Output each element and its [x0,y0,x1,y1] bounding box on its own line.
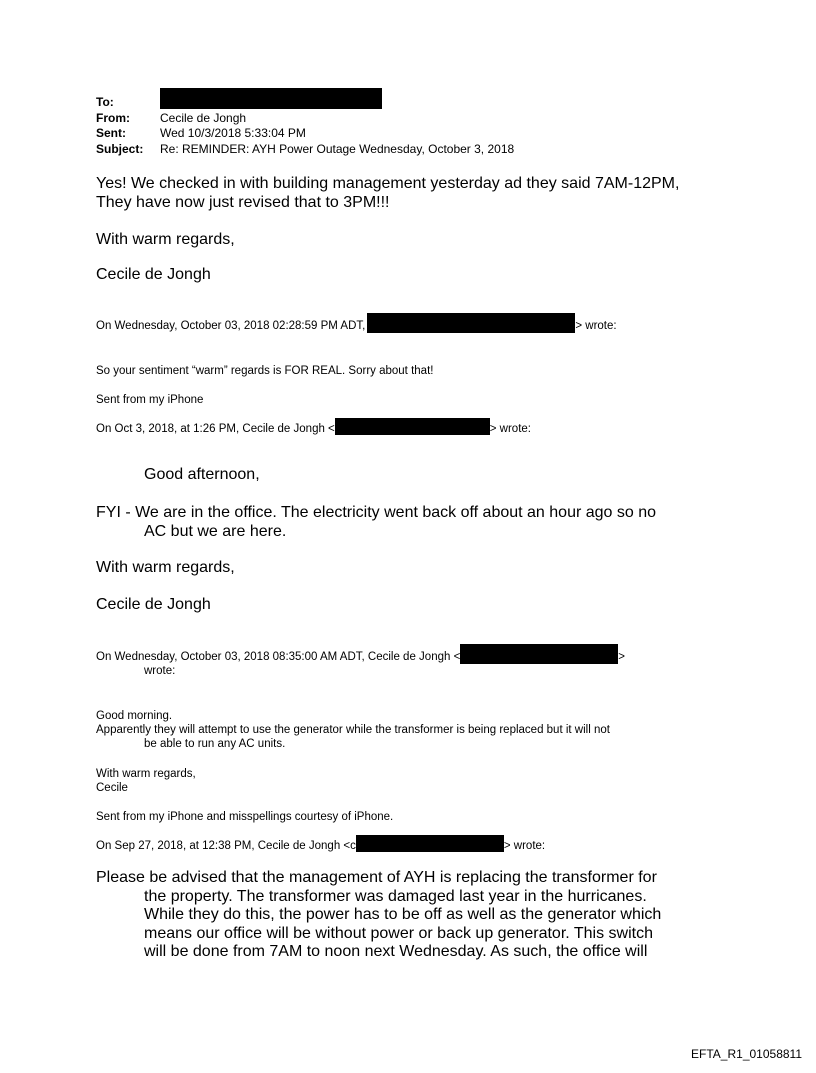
subject-value: Re: REMINDER: AYH Power Outage Wednesday, October 3, 2018 [160,141,515,156]
sent-value: Wed 10/3/2018 5:33:04 PM [160,126,306,140]
quote-4-line-3: While they do this, the power has to be off as well as the generator which [144,906,662,923]
quote-header-4 [96,839,545,853]
redacted-email [356,835,504,852]
quote-header-3-wrote: wrote: [144,665,176,678]
quote-2-signature: Cecile de Jongh [96,596,211,613]
quote-header-3-suffix: > [618,651,626,664]
from-row [96,111,514,127]
quote-3-regards: With warm regards, [96,768,196,780]
quote-2-line-1: FYI - We are in the office. The electricity went back off about an hour ago so no [96,504,657,521]
redacted-email [367,313,575,333]
subject-label: Subject: [96,141,144,156]
quote-header-2 [96,422,531,436]
quote-2-line-2: AC but we are here. [144,523,287,540]
from-label: From: [96,110,130,125]
quote-4-line-5: will be done from 7AM to noon next Wednesday. As such, the office will [144,943,648,960]
reply-regards: With warm regards, [96,231,235,248]
quote-header-4-prefix: On Sep 27, 2018, at 12:38 PM, Cecile de Jongh < [96,840,351,852]
quote-header-1-prefix: On Wednesday, October 03, 2018 02:28:59 PM ADT, [96,320,366,333]
reply-signature: Cecile de Jongh [96,266,211,283]
to-row [96,95,514,111]
quote-1-sent-from: Sent from my iPhone [96,394,204,406]
document-id: EFTA_R1_01058811 [691,1047,802,1061]
to-label: To: [96,95,114,109]
sent-row [96,126,514,142]
quote-4-body [96,869,661,962]
quote-3-signoff [96,767,196,795]
sent-label: Sent: [96,126,126,140]
quote-3-line-2: be able to run any AC units. [144,738,286,750]
quote-2-body [96,503,656,541]
quote-header-2-suffix: > wrote: [489,423,531,435]
quote-3-sent-from: Sent from my iPhone and misspellings courtesy of iPhone. [96,811,394,823]
quote-header-2-prefix: On Oct 3, 2018, at 1:26 PM, Cecile de Jongh < [96,423,335,435]
redacted-recipient [160,88,382,109]
quote-header-1 [96,319,617,333]
quote-header-4-suffix: > wrote: [503,840,546,852]
quote-4-line-4: means our office will be without power or back up generator. This switch [144,924,653,942]
quote-3-greeting: Good morning. [96,710,173,722]
redacted-email [335,418,490,435]
quote-3-line-1: Apparently they will attempt to use the generator while the transformer is being replaced but it will not [96,724,610,736]
quote-2-greeting: Good afternoon, [144,466,260,483]
from-value: Cecile de Jongh [160,110,247,125]
quote-1-body: So your sentiment “warm” regards is FOR REAL. Sorry about that! [96,365,434,377]
quote-header-3 [96,650,625,678]
subject-row [96,142,514,158]
reply-line-2: They have now just revised that to 3PM!!! [96,194,390,211]
quote-3-body [96,709,610,751]
quote-header-4-redacted-char: c [350,840,356,852]
redacted-email [460,644,618,664]
quote-3-signature: Cecile [96,782,128,794]
quote-4-line-2: the property. The transformer was damaged last year in the hurricanes. [144,887,647,905]
email-header [96,95,514,157]
quote-header-1-suffix: > wrote: [575,320,617,333]
quote-header-3-prefix: On Wednesday, October 03, 2018 08:35:00 AM ADT, Cecile de Jongh < [96,651,461,664]
reply-line-1: Yes! We checked in with building management yesterday ad they said 7AM-12PM, [96,175,680,192]
quote-2-regards: With warm regards, [96,559,235,576]
quote-4-line-1: Please be advised that the management of AYH is replacing the transformer for [96,869,657,886]
reply-body [96,174,679,212]
